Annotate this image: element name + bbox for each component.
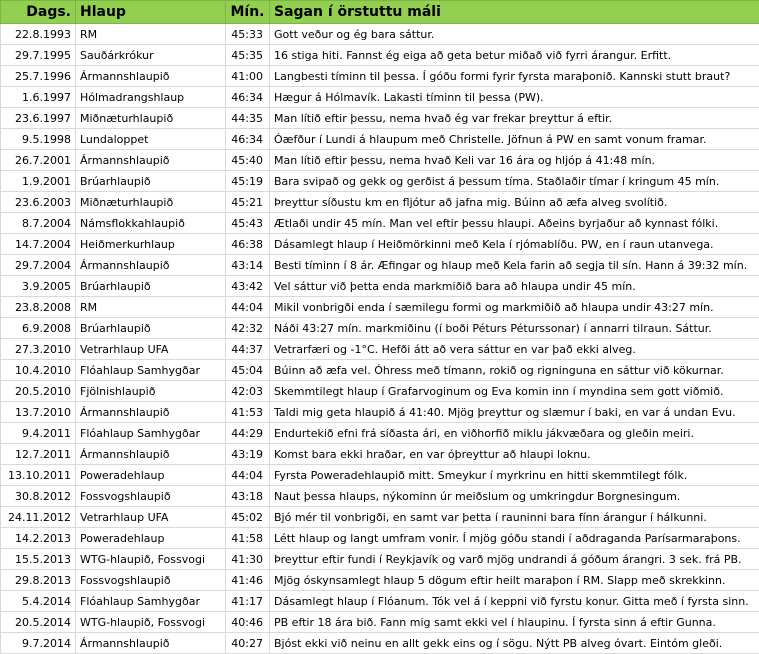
header-race[interactable]: Hlaup [76, 1, 226, 24]
race-cell[interactable]: Sauðárkrókur [76, 45, 226, 66]
table-row [1, 507, 759, 528]
race-cell[interactable]: RM [76, 24, 226, 45]
time-cell[interactable]: 44:29 [226, 423, 270, 444]
date-cell[interactable]: 29.8.2013 [1, 570, 76, 591]
table-row [1, 402, 759, 423]
date-cell[interactable]: 1.6.1997 [1, 87, 76, 108]
race-cell[interactable]: Brúarhlaupið [76, 276, 226, 297]
story-cell[interactable]: Skemmtilegt hlaup í Grafarvoginum og Eva komin inn í myndina sem gott viðmið. [270, 381, 759, 402]
story-cell[interactable]: Náði 43:27 mín. markmiðinu (í boði Péturs Péturssonar) í annarri tilraun. Sáttur. [270, 318, 759, 339]
time-cell[interactable]: 41:46 [226, 570, 270, 591]
story-cell[interactable]: Mjög óskynsamlegt hlaup 5 dögum eftir heilt maraþon í RM. Slapp með skrekkinn. [270, 570, 759, 591]
table-row [1, 297, 759, 318]
race-cell[interactable]: Fossvogshlaupið [76, 486, 226, 507]
story-cell[interactable]: Ætlaði undir 45 mín. Man vel eftir þessu hlaupi. Aðeins byrjaður að kynnast fólki. [270, 213, 759, 234]
race-cell[interactable]: Brúarhlaupið [76, 171, 226, 192]
story-cell[interactable]: Bara svipað og gekk og gerðist á þessum tíma. Staðlaðir tímar í kringum 45 mín. [270, 171, 759, 192]
story-cell[interactable]: Naut þessa hlaups, nýkominn úr meiðslum og umkringdur Borgnesingum. [270, 486, 759, 507]
story-cell[interactable]: Gott veður og ég bara sáttur. [270, 24, 759, 45]
date-cell[interactable]: 3.9.2005 [1, 276, 76, 297]
story-cell[interactable]: Óæfður í Lundi á hlaupum með Christelle. Jöfnun á PW en samt vonum framar. [270, 129, 759, 150]
story-cell[interactable]: Bjó mér til vonbrigði, en samt var þetta í rauninni bara fínn árangur í hálkunni. [270, 507, 759, 528]
story-cell[interactable]: Þreyttur síðustu km en fljótur að jafna mig. Búinn að æfa alveg svolítið. [270, 192, 759, 213]
story-cell[interactable]: Komst bara ekki hraðar, en var óþreyttur að hlaupi loknu. [270, 444, 759, 465]
time-cell[interactable]: 41:53 [226, 402, 270, 423]
story-cell[interactable]: Hægur á Hólmavík. Lakasti tíminn til þessa (PW). [270, 87, 759, 108]
story-cell[interactable]: Mikil vonbrigði enda í sæmilegu formi og markmiðið að hlaupa undir 43:27 mín. [270, 297, 759, 318]
time-cell[interactable]: 46:38 [226, 234, 270, 255]
story-cell[interactable]: Endurtekið efni frá síðasta ári, en viðhorfið miklu jákvæðara og gleðin meiri. [270, 423, 759, 444]
header-row [1, 1, 759, 24]
date-cell[interactable]: 14.2.2013 [1, 528, 76, 549]
race-cell[interactable]: Ármannshlaupið [76, 444, 226, 465]
table-row [1, 633, 759, 654]
table-row [1, 486, 759, 507]
time-cell[interactable]: 44:04 [226, 297, 270, 318]
table-row [1, 360, 759, 381]
table-row [1, 570, 759, 591]
story-cell[interactable]: Dásamlegt hlaup í Heiðmörkinni með Kela í rjómablíðu. PW, en í raun utanvega. [270, 234, 759, 255]
date-cell[interactable]: 9.7.2014 [1, 633, 76, 654]
race-cell[interactable]: Fjölnishlaupið [76, 381, 226, 402]
race-cell[interactable]: Ármannshlaupið [76, 66, 226, 87]
table-row [1, 255, 759, 276]
table-row [1, 444, 759, 465]
date-cell[interactable]: 13.7.2010 [1, 402, 76, 423]
table-row [1, 129, 759, 150]
table-row [1, 549, 759, 570]
time-cell[interactable]: 45:21 [226, 192, 270, 213]
story-cell[interactable]: Vel sáttur við þetta enda markmiðið bara að hlaupa undir 45 mín. [270, 276, 759, 297]
date-cell[interactable]: 10.4.2010 [1, 360, 76, 381]
time-cell[interactable]: 45:40 [226, 150, 270, 171]
date-cell[interactable]: 23.6.1997 [1, 108, 76, 129]
race-cell[interactable]: Fossvogshlaupið [76, 570, 226, 591]
table-row [1, 318, 759, 339]
date-cell[interactable]: 9.4.2011 [1, 423, 76, 444]
race-cell[interactable]: Miðnæturhlaupið [76, 192, 226, 213]
time-cell[interactable]: 41:58 [226, 528, 270, 549]
time-cell[interactable]: 45:35 [226, 45, 270, 66]
time-cell[interactable]: 41:17 [226, 591, 270, 612]
story-cell[interactable]: Taldi mig geta hlaupið á 41:40. Mjög þreyttur og slæmur í baki, en var á undan Evu. [270, 402, 759, 423]
story-cell[interactable]: Vetrarfæri og -1°C. Hefði átt að vera sáttur en var það ekki alveg. [270, 339, 759, 360]
time-cell[interactable]: 44:35 [226, 108, 270, 129]
story-cell[interactable]: 16 stiga hiti. Fannst ég eiga að geta betur miðað við fyrri árangur. Erfitt. [270, 45, 759, 66]
date-cell[interactable]: 9.5.1998 [1, 129, 76, 150]
table-row [1, 150, 759, 171]
race-cell[interactable]: Miðnæturhlaupið [76, 108, 226, 129]
time-cell[interactable]: 45:33 [226, 24, 270, 45]
table-row [1, 213, 759, 234]
race-cell[interactable]: Flóahlaup Samhygðar [76, 423, 226, 444]
race-cell[interactable]: Poweradehlaup [76, 465, 226, 486]
race-cell[interactable]: Brúarhlaupið [76, 318, 226, 339]
race-cell[interactable]: WTG-hlaupið, Fossvogi [76, 549, 226, 570]
table-row [1, 528, 759, 549]
date-cell[interactable]: 27.3.2010 [1, 339, 76, 360]
race-cell[interactable]: Hólmadrangshlaup [76, 87, 226, 108]
time-cell[interactable]: 41:30 [226, 549, 270, 570]
table-row [1, 465, 759, 486]
time-cell[interactable]: 44:37 [226, 339, 270, 360]
table-row [1, 171, 759, 192]
story-cell[interactable]: Létt hlaup og langt umfram vonir. Í mjög góðu standi í aðdraganda Parísarmaraþons. [270, 528, 759, 549]
race-cell[interactable]: WTG-hlaupið, Fossvogi [76, 612, 226, 633]
race-cell[interactable]: Flóahlaup Samhygðar [76, 591, 226, 612]
race-cell[interactable]: Lundaloppet [76, 129, 226, 150]
table-body [1, 24, 759, 654]
story-cell[interactable]: Man lítið eftir þessu, nema hvað ég var frekar þreyttur á eftir. [270, 108, 759, 129]
date-cell[interactable]: 24.11.2012 [1, 507, 76, 528]
race-cell[interactable]: Heiðmerkurhlaup [76, 234, 226, 255]
story-cell[interactable]: Dásamlegt hlaup í Flóanum. Tók vel á í keppni við fyrstu konur. Gitta með í fyrsta sinn. [270, 591, 759, 612]
table-row [1, 24, 759, 45]
date-cell[interactable]: 20.5.2010 [1, 381, 76, 402]
date-cell[interactable]: 23.6.2003 [1, 192, 76, 213]
table-row [1, 423, 759, 444]
time-cell[interactable]: 40:46 [226, 612, 270, 633]
date-cell[interactable]: 1.9.2001 [1, 171, 76, 192]
date-cell[interactable]: 23.8.2008 [1, 297, 76, 318]
time-cell[interactable]: 40:27 [226, 633, 270, 654]
table-row [1, 591, 759, 612]
time-cell[interactable]: 43:14 [226, 255, 270, 276]
story-cell[interactable]: Besti tíminn í 8 ár. Æfingar og hlaup með Kela farin að segja til sín. Hann á 39:32 mín. [270, 255, 759, 276]
table-row [1, 276, 759, 297]
date-cell[interactable]: 25.7.1996 [1, 66, 76, 87]
time-cell[interactable]: 43:18 [226, 486, 270, 507]
story-cell[interactable]: PB eftir 18 ára bið. Fann mig samt ekki vel í hlaupinu. Í fyrsta sinn á eftir Gunna. [270, 612, 759, 633]
table-row [1, 339, 759, 360]
table-row [1, 234, 759, 255]
race-cell[interactable]: Vetrarhlaup UFA [76, 339, 226, 360]
table-row [1, 66, 759, 87]
time-cell[interactable]: 45:19 [226, 171, 270, 192]
table-row [1, 87, 759, 108]
story-cell[interactable]: Þreyttur eftir fundi í Reykjavík og varð mjög undrandi á góðum árangri. 3 sek. frá PB. [270, 549, 759, 570]
story-cell[interactable]: Búinn að æfa vel. Óhress með tímann, rokið og rigninguna en sáttur við kökurnar. [270, 360, 759, 381]
time-cell[interactable]: 46:34 [226, 129, 270, 150]
header-minutes[interactable]: Mín. [226, 1, 270, 24]
date-cell[interactable]: 12.7.2011 [1, 444, 76, 465]
time-cell[interactable]: 43:42 [226, 276, 270, 297]
table-row [1, 192, 759, 213]
time-cell[interactable]: 43:19 [226, 444, 270, 465]
date-cell[interactable]: 13.10.2011 [1, 465, 76, 486]
date-cell[interactable]: 5.4.2014 [1, 591, 76, 612]
time-cell[interactable]: 46:34 [226, 87, 270, 108]
date-cell[interactable]: 30.8.2012 [1, 486, 76, 507]
date-cell[interactable]: 8.7.2004 [1, 213, 76, 234]
race-cell[interactable]: RM [76, 297, 226, 318]
table-row [1, 45, 759, 66]
table-row [1, 108, 759, 129]
race-cell[interactable]: Námsflokkahlaupið [76, 213, 226, 234]
header-story[interactable]: Sagan í örstuttu máli [270, 1, 759, 24]
race-cell[interactable]: Vetrarhlaup UFA [76, 507, 226, 528]
date-cell[interactable]: 15.5.2013 [1, 549, 76, 570]
time-cell[interactable]: 45:43 [226, 213, 270, 234]
race-cell[interactable]: Ármannshlaupið [76, 402, 226, 423]
story-cell[interactable]: Bjóst ekki við neinu en allt gekk eins og í sögu. Nýtt PB alveg óvart. Eintóm gleði. [270, 633, 759, 654]
date-cell[interactable]: 22.8.1993 [1, 24, 76, 45]
story-cell[interactable]: Fyrsta Poweradehlaupið mitt. Smeykur í myrkrinu en hitti skemmtilegt fólk. [270, 465, 759, 486]
race-cell[interactable]: Ármannshlaupið [76, 150, 226, 171]
table-row [1, 381, 759, 402]
time-cell[interactable]: 45:04 [226, 360, 270, 381]
time-cell[interactable]: 42:32 [226, 318, 270, 339]
race-cell[interactable]: Flóahlaup Samhygðar [76, 360, 226, 381]
header-date[interactable]: Dags. [1, 1, 76, 24]
time-cell[interactable]: 44:04 [226, 465, 270, 486]
date-cell[interactable]: 29.7.2004 [1, 255, 76, 276]
story-cell[interactable]: Man lítið eftir þessu, nema hvað Keli var 16 ára og hljóp á 41:48 mín. [270, 150, 759, 171]
time-cell[interactable]: 42:03 [226, 381, 270, 402]
time-cell[interactable]: 45:02 [226, 507, 270, 528]
table-row [1, 612, 759, 633]
date-cell[interactable]: 6.9.2008 [1, 318, 76, 339]
date-cell[interactable]: 20.5.2014 [1, 612, 76, 633]
date-cell[interactable]: 26.7.2001 [1, 150, 76, 171]
race-cell[interactable]: Ármannshlaupið [76, 633, 226, 654]
race-cell[interactable]: Ármannshlaupið [76, 255, 226, 276]
race-cell[interactable]: Poweradehlaup [76, 528, 226, 549]
date-cell[interactable]: 29.7.1995 [1, 45, 76, 66]
story-cell[interactable]: Langbesti tíminn til þessa. Í góðu formi fyrir fyrsta maraþonið. Kannski stutt braut? [270, 66, 759, 87]
date-cell[interactable]: 14.7.2004 [1, 234, 76, 255]
time-cell[interactable]: 41:00 [226, 66, 270, 87]
